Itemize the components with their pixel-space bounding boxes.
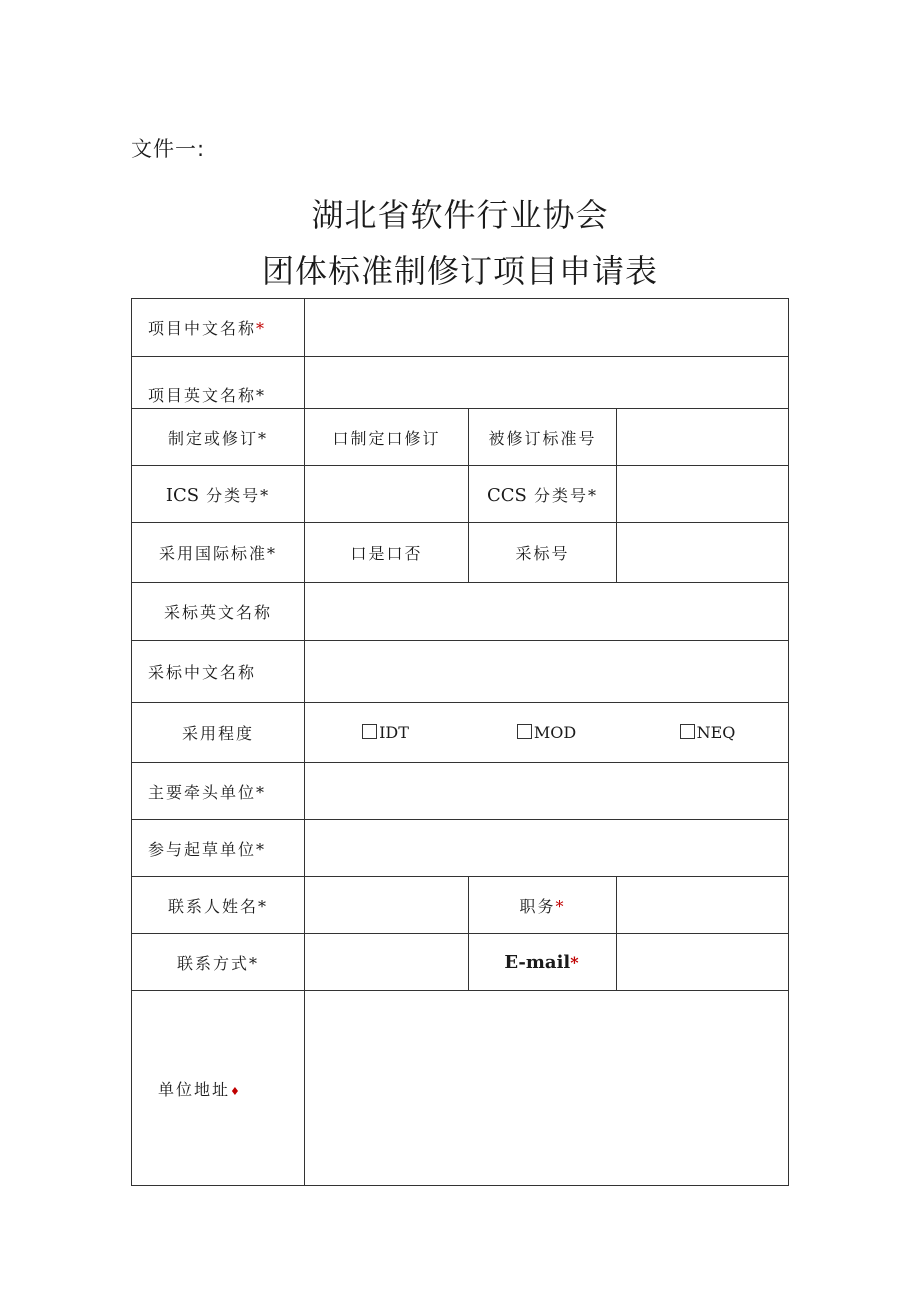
email-label: E-mail* <box>469 934 617 991</box>
ics-label: ICS 分类号* <box>132 466 305 523</box>
adopt-en-name-label: 采标英文名称 <box>132 583 305 641</box>
title-line-1: 湖北省软件行业协会 <box>311 196 609 234</box>
revised-std-label: 被修订标准号 <box>469 409 617 466</box>
degree-option-mod[interactable]: MOD <box>466 723 627 742</box>
contact-method-field[interactable] <box>305 934 469 991</box>
row-classification <box>132 466 789 523</box>
adopt-en-name-field[interactable] <box>305 583 789 641</box>
ics-field[interactable] <box>305 466 469 523</box>
degree-option-idt[interactable]: IDT <box>305 723 466 742</box>
checkbox-icon[interactable] <box>362 724 377 739</box>
adopt-no-label: 采标号 <box>469 523 617 583</box>
row-type <box>132 409 789 466</box>
row-adopt-cn-name <box>132 641 789 703</box>
drafting-unit-label: 参与起草单位* <box>132 820 305 877</box>
type-options[interactable]: 口制定口修订 <box>305 409 469 466</box>
drafting-unit-field[interactable] <box>305 820 789 877</box>
email-field[interactable] <box>617 934 789 991</box>
position-field[interactable] <box>617 877 789 934</box>
row-adopt-en-name <box>132 583 789 641</box>
en-name-field[interactable] <box>305 357 789 409</box>
checkbox-icon[interactable] <box>680 724 695 739</box>
contact-method-label: 联系方式* <box>132 934 305 991</box>
intl-std-options[interactable]: 口是口否 <box>305 523 469 583</box>
row-drafting-unit <box>132 820 789 877</box>
cn-name-field[interactable] <box>305 299 789 357</box>
address-field[interactable] <box>305 991 789 1186</box>
lead-unit-label: 主要牵头单位* <box>132 763 305 820</box>
ccs-field[interactable] <box>617 466 789 523</box>
adopt-cn-name-label: 采标中文名称 <box>132 641 305 703</box>
degree-options <box>305 703 789 763</box>
cn-name-label: 项目中文名称* <box>132 299 305 357</box>
degree-option-neq[interactable]: NEQ <box>627 723 788 742</box>
ccs-label: CCS 分类号* <box>469 466 617 523</box>
adopt-degree-label: 采用程度 <box>132 703 305 763</box>
row-contact-method <box>132 934 789 991</box>
adopt-no-field[interactable] <box>617 523 789 583</box>
file-label: 文件一: <box>131 137 206 161</box>
revised-std-field[interactable] <box>617 409 789 466</box>
title-line-2: 团体标准制修订项目申请表 <box>261 252 658 290</box>
row-adopt-degree <box>132 703 789 763</box>
intl-std-label: 采用国际标准* <box>132 523 305 583</box>
row-address <box>132 991 789 1186</box>
row-contact <box>132 877 789 934</box>
contact-name-field[interactable] <box>305 877 469 934</box>
row-en-name <box>132 357 789 409</box>
checkbox-icon[interactable] <box>517 724 532 739</box>
row-lead-unit <box>132 763 789 820</box>
application-form-table <box>131 298 789 1186</box>
row-intl-std <box>132 523 789 583</box>
adopt-cn-name-field[interactable] <box>305 641 789 703</box>
type-label: 制定或修订* <box>132 409 305 466</box>
position-label: 职务* <box>469 877 617 934</box>
en-name-label: 项目英文名称* <box>132 357 305 409</box>
contact-name-label: 联系人姓名* <box>132 877 305 934</box>
required-mark: * <box>256 319 267 338</box>
lead-unit-field[interactable] <box>305 763 789 820</box>
row-cn-name <box>132 299 789 357</box>
address-label: 单位地址♦ <box>132 991 305 1186</box>
